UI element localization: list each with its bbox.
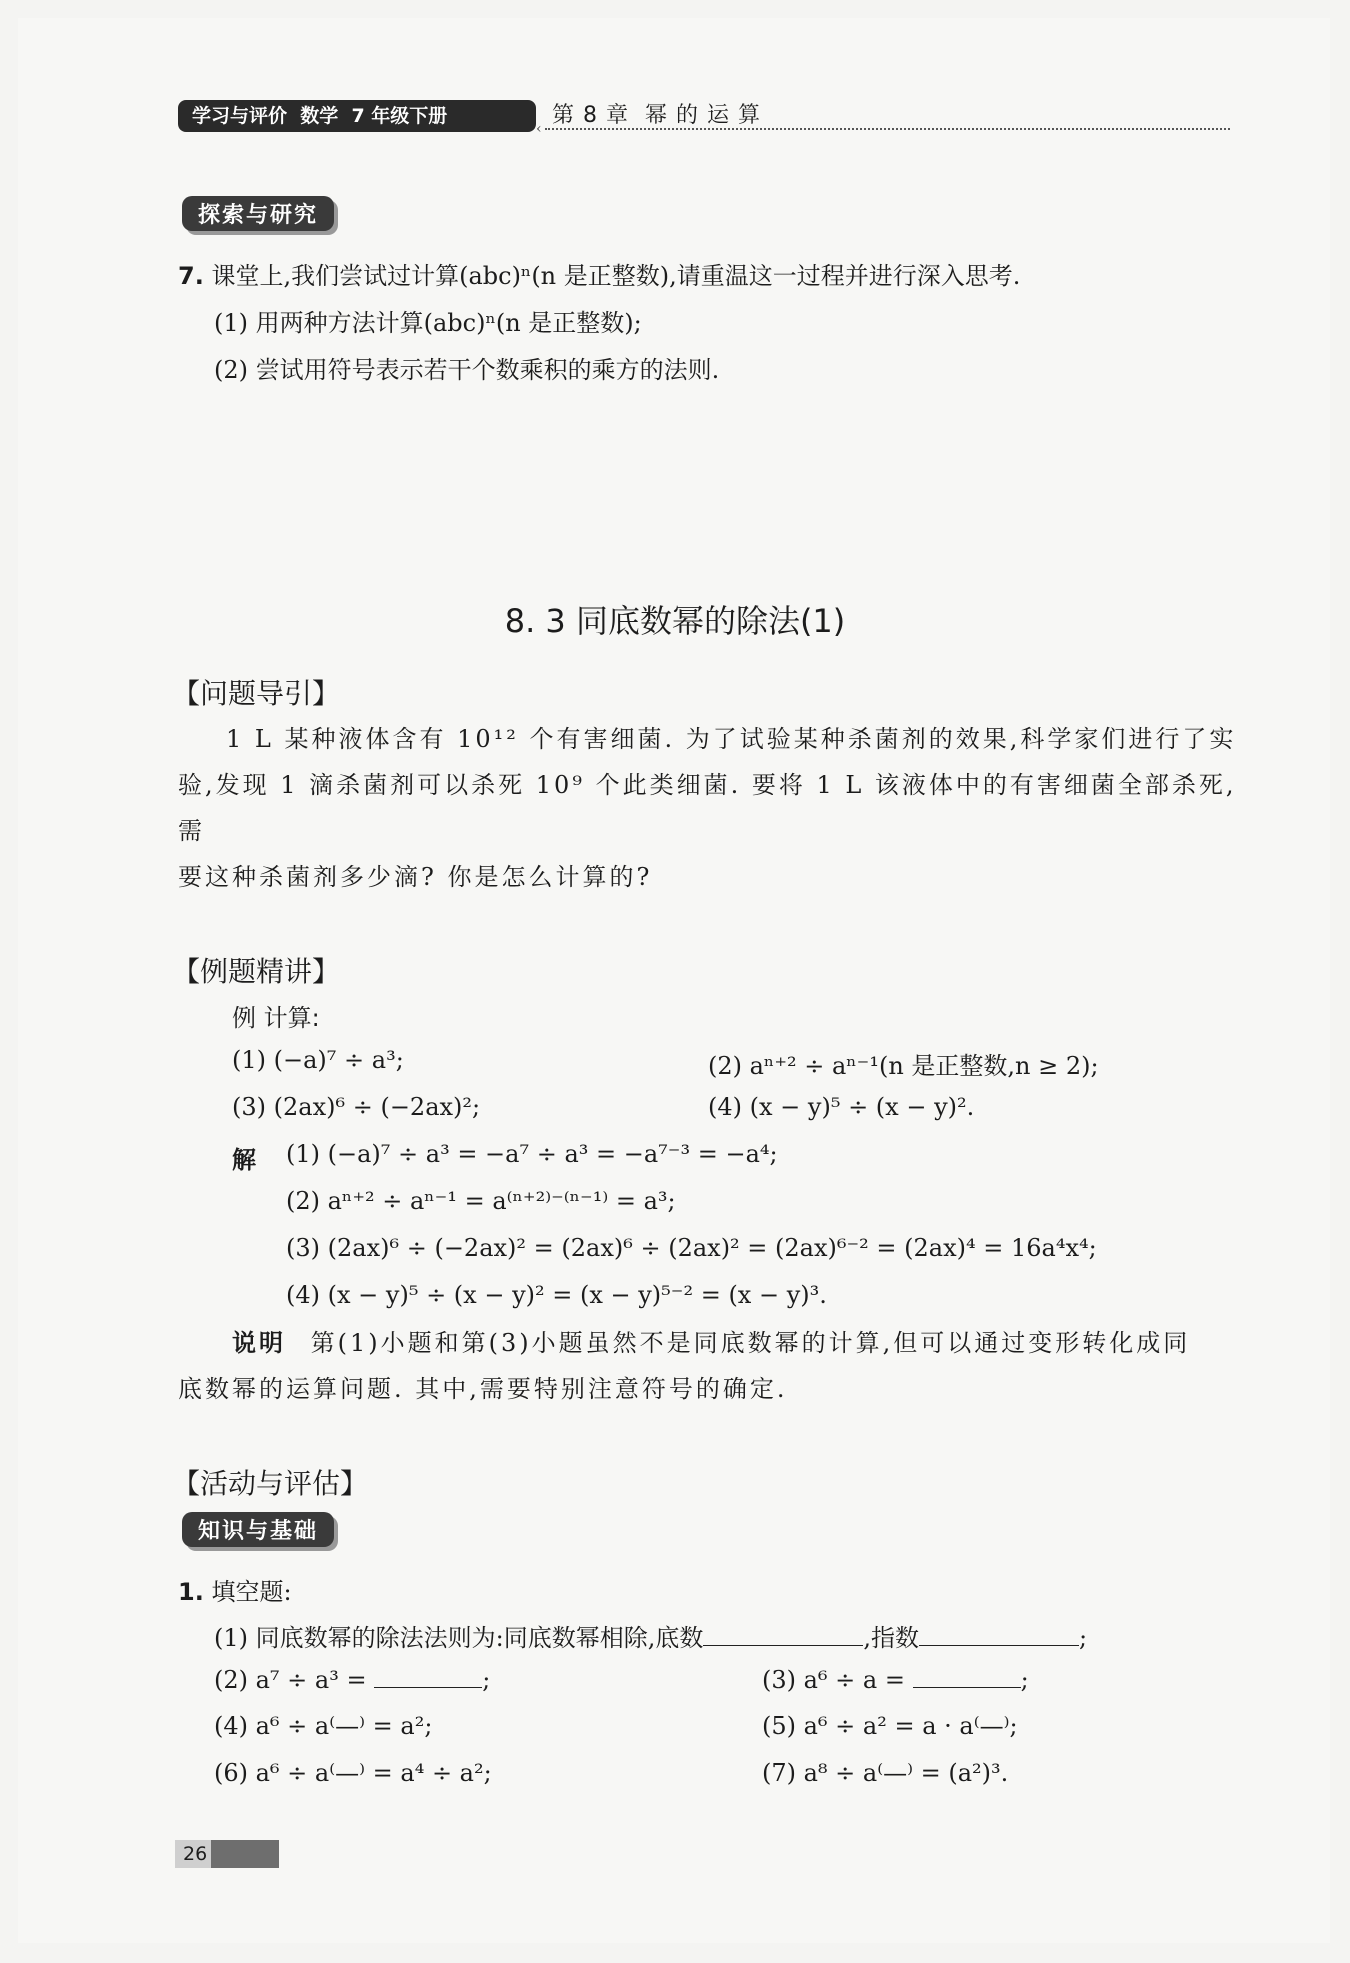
page-number: 26 [175,1840,279,1868]
fill-text: (1) 同底数幂的除法法则为:同底数幂相除,底数 [214,1624,704,1652]
question-7 [178,256,1020,291]
solution-3: (3) (2ax)⁶ ÷ (−2ax)² = (2ax)⁶ ÷ (2ax)² = (2ax)⁶⁻² = (2ax)⁴ = 16a⁴x⁴; [286,1234,1097,1262]
solution-1: (1) (−a)⁷ ÷ a³ = −a⁷ ÷ a³ = −a⁷⁻³ = −a⁴; [286,1140,778,1168]
question-7-part-1: (1) 用两种方法计算(abc)ⁿ(n 是正整数); [214,309,642,337]
note-text: 第(1)小题和第(3)小题虽然不是同底数幂的计算,但可以通过变形转化成同 [310,1329,1191,1357]
answer-blank[interactable] [913,1665,1021,1688]
question-7-part-2: (2) 尝试用符号表示若干个数乘积的乘方的法则. [214,356,720,384]
solution-label: 解 [232,1146,256,1174]
fill-text: ; [1078,1624,1088,1652]
activity-heading: 【活动与评估】 [172,1467,369,1500]
book-title-bar: 学习与评价 数学 7 年级下册 [178,100,536,132]
question-number: 1. [178,1578,204,1606]
knowledge-tag: 知识与基础 [182,1512,334,1547]
intro-line: 验,发现 1 滴杀菌剂可以杀死 10⁹ 个此类细菌. 要将 1 L 该液体中的有害细菌全部杀死,需 [178,771,1237,845]
solution-2: (2) aⁿ⁺² ÷ aⁿ⁻¹ = a⁽ⁿ⁺²⁾⁻⁽ⁿ⁻¹⁾ = a³; [286,1187,676,1215]
answer-blank[interactable] [374,1665,482,1688]
fill-item-5: (5) a⁶ ÷ a² = a · a⁽—⁾; [762,1712,1018,1740]
fill-text: ; [482,1666,491,1694]
example-label: 例 计算: [232,1004,320,1032]
problem-intro-heading: 【问题导引】 [172,677,341,710]
fill-item-4: (4) a⁶ ÷ a⁽—⁾ = a²; [214,1712,433,1740]
fill-text: ,指数 [863,1624,919,1652]
explore-tag: 探索与研究 [182,196,334,231]
intro-line: 1 L 某种液体含有 10¹² 个有害细菌. 为了试验某种杀菌剂的效果,科学家们进行了实 [226,725,1237,753]
example-part-1: (1) (−a)⁷ ÷ a³; [232,1046,404,1074]
chapter-title: 第 8 章 幂 的 运 算 [552,103,761,128]
question-1 [178,1572,292,1607]
note-label: 说明 [232,1329,286,1357]
problem-intro-text [178,716,1238,900]
fill-item-1 [214,1618,1087,1653]
note-block [178,1320,1238,1412]
intro-line: 要这种杀菌剂多少滴? 你是怎么计算的? [178,863,653,891]
fill-text: ; [1020,1666,1029,1694]
note-text: 底数幂的运算问题. 其中,需要特别注意符号的确定. [178,1375,788,1403]
solution-4: (4) (x − y)⁵ ÷ (x − y)² = (x − y)⁵⁻² = (x − y)³. [286,1281,827,1309]
answer-blank[interactable] [919,1623,1079,1646]
fill-text: (2) a⁷ ÷ a³ = [214,1666,367,1694]
question-number: 7. [178,262,204,290]
example-part-2: (2) aⁿ⁺² ÷ aⁿ⁻¹(n 是正整数,n ≥ 2); [708,1052,1099,1080]
fill-item-3 [762,1665,1029,1694]
example-heading: 【例题精讲】 [172,955,341,988]
question-text: 填空题: [211,1578,292,1606]
answer-blank[interactable] [703,1623,863,1646]
section-title: 8. 3 同底数幂的除法(1) [504,602,846,640]
fill-text: (3) a⁶ ÷ a = [762,1666,905,1694]
example-part-3: (3) (2ax)⁶ ÷ (−2ax)²; [232,1093,481,1121]
question-text: 课堂上,我们尝试过计算(abc)ⁿ(n 是正整数),请重温这一过程并进行深入思考. [211,262,1021,290]
fill-item-2 [214,1665,490,1694]
example-part-4: (4) (x − y)⁵ ÷ (x − y)². [708,1093,975,1121]
fill-item-7: (7) a⁸ ÷ a⁽—⁾ = (a²)³. [762,1759,1009,1787]
fill-item-6: (6) a⁶ ÷ a⁽—⁾ = a⁴ ÷ a²; [214,1759,492,1787]
chevron-left-icon: ‹ [536,121,542,137]
header-divider [545,128,1230,130]
